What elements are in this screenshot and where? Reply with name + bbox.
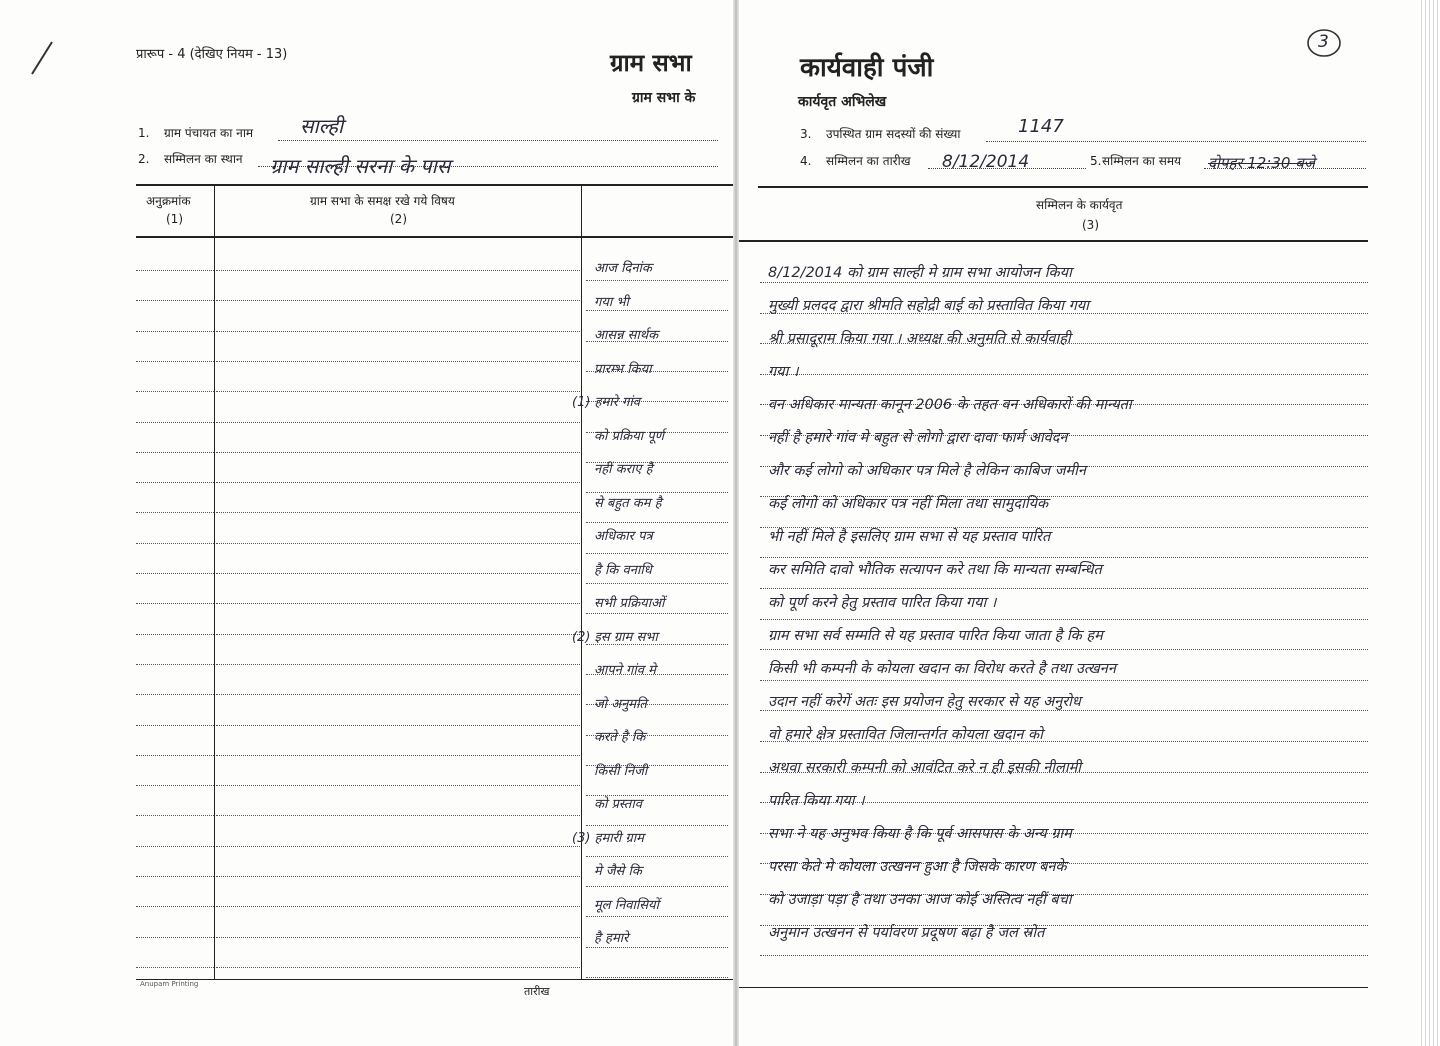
ruled-line-col1 [136, 452, 214, 453]
minutes-line: वन अधिकार मान्यता कानून 2006 के तहत वन अधिकारों की मान्यता [768, 397, 1132, 413]
meeting-place-value: ग्राम साल्ही सरना के पास [270, 154, 451, 178]
ruled-line-col3 [586, 977, 728, 978]
ruled-line-col2 [216, 361, 580, 362]
ruled-line-col3 [586, 522, 728, 523]
col3-note-line: नहीं कराए है [594, 462, 653, 477]
ruled-line-col3 [586, 310, 728, 311]
ruled-line-col1 [136, 270, 214, 271]
right-table-bottom-rule [736, 987, 1368, 988]
ruled-line-col1 [136, 664, 214, 665]
ruled-line-col2 [216, 785, 580, 786]
ruled-line-col1 [136, 634, 214, 635]
minutes-line: परसा केते मे कोयला उत्खनन हुआ है जिसके कारण बनके [768, 859, 1067, 875]
minutes-line: 8/12/2014 को ग्राम साल्ही मे ग्राम सभा आयोजन किया [768, 265, 1072, 281]
ruled-line-col1 [136, 937, 214, 938]
ruled-line-col1 [136, 543, 214, 544]
minutes-line: ग्राम सभा सर्व सम्मति से यह प्रस्ताव पारित किया जाता है कि हम [768, 628, 1103, 644]
right-table-header-rule [736, 240, 1368, 242]
col2-header: ग्राम सभा के समक्ष रखे गये विषय [310, 194, 455, 208]
ruled-line-col2 [216, 422, 580, 423]
field1-number: 1. [138, 126, 150, 140]
ruled-line-col1 [136, 785, 214, 786]
ruled-line-col1 [136, 422, 214, 423]
ruled-line-col1 [136, 603, 214, 604]
col3-note-line: मे जैसे कि [594, 864, 642, 879]
ruled-line-col2 [216, 937, 580, 938]
ruled-line-col2 [216, 300, 580, 301]
ruled-line-col2 [216, 815, 580, 816]
minutes-line: गया । [768, 364, 799, 380]
book-gutter [733, 0, 739, 1046]
form-reference: प्रारूप - 4 (देखिए नियम - 13) [136, 47, 288, 62]
col3-header: सम्मिलन के कार्यवृत [1036, 198, 1123, 212]
field1-label: ग्राम पंचायत का नाम [164, 126, 254, 140]
ruled-line-minutes [760, 680, 1368, 681]
minutes-line: भी नहीं मिले है इसलिए ग्राम सभा से यह प्रस्ताव पारित [768, 529, 1051, 545]
col3-note-line: आज दिनांक [594, 261, 652, 276]
ruled-line-minutes [760, 955, 1368, 956]
page-stack-edge [1418, 0, 1440, 1046]
minutes-line: श्री प्रसादूराम किया गया । अध्यक्ष की अनुमति से कार्यवाही [768, 331, 1071, 347]
col3-note-line: किसी निजी [594, 763, 648, 779]
col3-note-line: आसन्न सार्थक [594, 328, 659, 343]
ruled-line-col1 [136, 361, 214, 362]
ruled-line-col2 [216, 603, 580, 604]
ruled-line-col3 [586, 947, 728, 948]
col2-number: (2) [390, 212, 407, 226]
ruled-line-col1 [136, 512, 214, 513]
ruled-line-minutes [760, 649, 1368, 650]
ruled-line-col3 [586, 613, 728, 614]
col3-note-line: है कि वनाधि [594, 562, 652, 578]
footer-label: तारीख [524, 985, 550, 998]
field4-label: सम्मिलन का तारीख [826, 154, 911, 168]
minutes-line: मुख्यी प्रलदद द्वारा श्रीमति सहोद्री बाई को प्रस्तावित किया गया [768, 298, 1089, 314]
col3-note-line: मूल निवासियों [594, 897, 659, 913]
field3-number: 3. [800, 127, 812, 141]
col3-note-line: (1) हमारे गांव [572, 395, 640, 410]
minutes-line: उदान नहीं करेगें अतः इस प्रयोजन हेतु सरकार से यह अनुरोध [768, 694, 1081, 710]
ruled-line-col3 [586, 280, 728, 281]
page-number: 3 [1318, 32, 1329, 52]
minutes-line: पारित किया गया । [768, 793, 865, 809]
right-page-subtitle: कार्यवृत अभिलेख [798, 94, 887, 110]
col3-number: (3) [1082, 218, 1099, 232]
col3-note-line: है हमारे [594, 931, 629, 946]
ruled-line-col2 [216, 482, 580, 483]
col3-note-line: को प्रस्ताव [594, 797, 642, 812]
minutes-line: अथवा सरकारी कम्पनी को आवंटित करे न ही इसकी नीलामी [768, 760, 1082, 776]
minutes-line: कर समिति दावो भौतिक सत्यापन करे तथा कि मान्यता सम्बन्धित [768, 562, 1102, 578]
panchayat-name-value: साल्ही [300, 114, 344, 138]
col3-note-line: आपने गांव मे [594, 663, 656, 678]
ruled-line-col3 [586, 825, 728, 826]
minutes-line: वो हमारे क्षेत्र प्रस्तावित जिलान्तर्गत कोयला खदान को [768, 727, 1043, 743]
col3-note-line: को प्रक्रिया पूर्ण [594, 428, 665, 444]
ruled-line-col1 [136, 391, 214, 392]
field1-line [278, 140, 718, 141]
ruled-line-col2 [216, 543, 580, 544]
minutes-line: को उजाड़ा पड़ा है तथा उनका आज कोई अस्तित्व नहीं बचा [768, 892, 1072, 908]
col3-note-line: (3) हमारी ग्राम [572, 830, 644, 846]
left-page-subtitle: ग्राम सभा के [632, 90, 696, 106]
ruled-line-col2 [216, 906, 580, 907]
ruled-line-col2 [216, 846, 580, 847]
col3-note-line: अधिकार पत्र [594, 529, 653, 544]
ruled-line-col2 [216, 755, 580, 756]
ruled-line-col2 [216, 573, 580, 574]
ruled-line-col1 [136, 846, 214, 847]
table-header-rule [136, 236, 736, 238]
ruled-line-col1 [136, 967, 214, 968]
col3-note-line: गया भी [594, 294, 629, 310]
member-count-value: 1147 [1018, 116, 1064, 137]
field3-line [986, 141, 1366, 142]
field4-number: 4. [800, 154, 812, 168]
table-top-rule [136, 184, 736, 186]
ruled-line-minutes [760, 619, 1368, 620]
minutes-line: को पूर्ण करने हेतु प्रस्ताव पारित किया गया । [768, 595, 997, 611]
table-bottom-rule [136, 979, 736, 980]
ruled-line-col2 [216, 725, 580, 726]
ruled-line-col2 [216, 270, 580, 271]
field5-number: 5. [1090, 154, 1102, 168]
left-page-title: ग्राम सभा [610, 49, 692, 77]
col1-number: (1) [166, 212, 183, 226]
minutes-line: नहीं है हमारे गांव मे बहुत से लोगो द्वारा दावा फार्म आवेदन [768, 430, 1068, 446]
right-page [736, 0, 1440, 1046]
minutes-line: अनुमान उत्खनन से पर्यावरण प्रदूषण बढ़ा है जल स्रोत [768, 925, 1045, 941]
ruled-line-col2 [216, 967, 580, 968]
ruled-line-col3 [586, 583, 728, 584]
col3-note-line: प्रारम्भ किया [594, 361, 652, 377]
col3-note-line: (2) इस ग्राम सभा [572, 629, 658, 645]
ruled-line-col1 [136, 573, 214, 574]
meeting-time-value: दोपहर 12:30 बजे [1208, 154, 1315, 172]
col-divider-1 [214, 185, 215, 980]
ruled-line-col2 [216, 391, 580, 392]
right-page-title: कार्यवाही पंजी [800, 53, 934, 83]
minutes-line: किसी भी कम्पनी के कोयला खदान का विरोध करते है तथा उत्खनन [768, 661, 1116, 677]
ruled-line-col1 [136, 694, 214, 695]
right-table-top-rule [758, 186, 1368, 188]
ruled-line-col1 [136, 482, 214, 483]
ruled-line-col3 [586, 553, 728, 554]
footer-imprint: Anupam Printing [140, 980, 199, 988]
ruled-line-col1 [136, 876, 214, 877]
col-divider-2 [581, 185, 582, 980]
ruled-line-col3 [586, 886, 728, 887]
col3-note-line: जो अनुमति [594, 696, 647, 712]
ruled-line-col1 [136, 300, 214, 301]
ruled-line-col1 [136, 331, 214, 332]
col3-note-line: से बहुत कम है [594, 495, 662, 511]
ruled-line-col2 [216, 876, 580, 877]
meeting-date-value: 8/12/2014 [942, 152, 1030, 172]
col3-note-line: सभी प्रक्रियाओं [594, 596, 665, 611]
minutes-line: और कई लोगो को अधिकार पत्र मिले है लेकिन काबिज जमीन [768, 463, 1086, 479]
ruled-line-col2 [216, 452, 580, 453]
ruled-line-col1 [136, 755, 214, 756]
ruled-line-col3 [586, 916, 728, 917]
ruled-line-col1 [136, 815, 214, 816]
field5-label: सम्मिलन का समय [1102, 154, 1181, 168]
minutes-line: सभा ने यह अनुभव किया है कि पूर्व आसपास के अन्य ग्राम [768, 826, 1072, 842]
field2-label: सम्मिलन का स्थान [164, 152, 243, 166]
ruled-line-col2 [216, 512, 580, 513]
margin-slash-mark [22, 40, 62, 80]
ruled-line-col1 [136, 725, 214, 726]
ruled-line-col2 [216, 664, 580, 665]
ruled-line-col2 [216, 331, 580, 332]
minutes-line: कई लोगो को अधिकार पत्र नहीं मिला तथा सामुदायिक [768, 496, 1049, 512]
ruled-line-minutes [760, 282, 1368, 283]
col1-header: अनुक्रमांक [146, 194, 191, 208]
col3-note-line: करते है कि [594, 730, 646, 745]
ruled-line-col3 [586, 856, 728, 857]
ruled-line-minutes [760, 588, 1368, 589]
ruled-line-col2 [216, 634, 580, 635]
field3-label: उपस्थित ग्राम सदस्यों की संख्या [826, 127, 961, 141]
ruled-line-col1 [136, 906, 214, 907]
ruled-line-col2 [216, 694, 580, 695]
field2-number: 2. [138, 152, 150, 166]
